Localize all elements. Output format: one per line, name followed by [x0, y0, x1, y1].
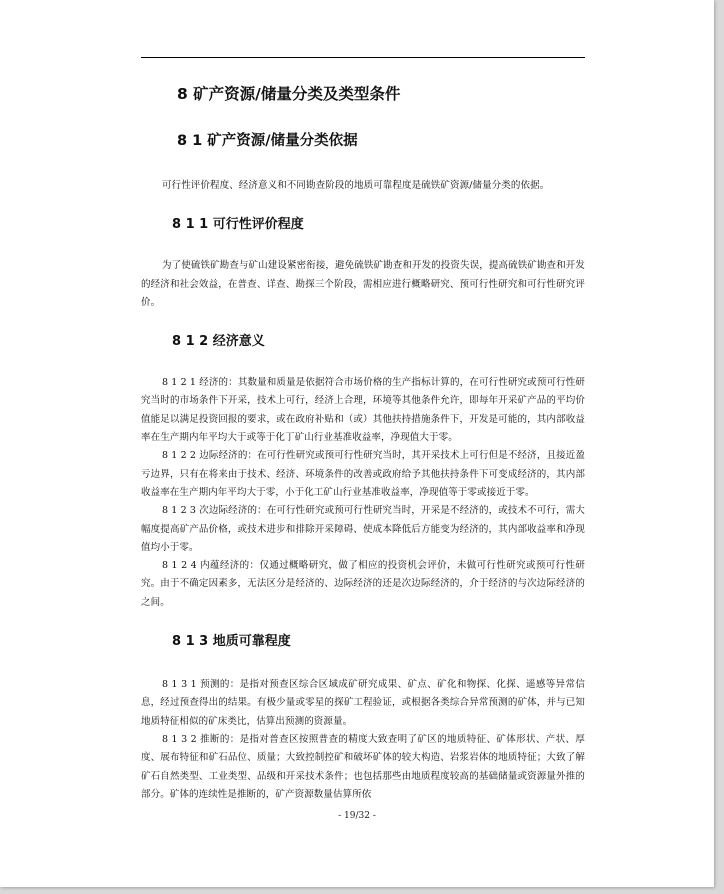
paragraph: 为了使硫铁矿勘查与矿山建设紧密衔接，避免硫铁矿勘查和开发的投资失误，提高硫铁矿勘查和开发的经济和社会效益，在普查、详查、勘探三个阶段，需相应进行概略研究、预可行性研究和可行性研究评价。	[141, 260, 585, 308]
section-title: 8 1 矿产资源/储量分类依据	[177, 133, 358, 149]
paragraph: 8 1 2 4 内蕴经济的：仅通过概略研究，做了相应的投资机会评价，未做可行性研究或预可行性研究。由于不确定因素多，无法区分是经济的、边际经济的还是次边际经济的，介于经济的与次边际经济的之间。	[141, 560, 585, 608]
page-content	[141, 78, 585, 804]
subsection-title-geological: 8 1 3 地质可靠程度	[172, 634, 291, 650]
paragraph: 8 1 3 1 预测的：是指对预查区综合区域成矿研究成果、矿点、矿化和物探、化探、遥感等异常信息，经过预查得出的结果。有极少量或零星的探矿工程验证，或根据各类综合异常预测的矿体，并与已知地质特征相似的矿床类比，估算出预测的资源量。	[141, 679, 585, 727]
paragraph: 8 1 2 2 边际经济的：在可行性研究或预可行性研究当时，其开采技术上可行但是不经济，且接近盈亏边界，只有在将来由于技术、经济、环境条件的改善或政府给予其他扶持条件下可变成经济的，其内部收益率在生产期内年平均大于零，小于化工矿山行业基准收益率，净现值等于零或接近于零。	[141, 450, 585, 498]
subsection-title-economic: 8 1 2 经济意义	[172, 334, 265, 350]
intro-paragraph: 可行性评价程度、经济意义和不同勘查阶段的地质可靠程度是硫铁矿资源/储量分类的依据。	[162, 180, 550, 191]
paragraph: 8 1 2 3 次边际经济的：在可行性研究或预可行性研究当时，开采是不经济的，或技术不可行，需大幅度提高矿产品价格，或技术进步和排除开采障碍、使成本降低后方能变为经济的，其内部收益率和净现值均小于零。	[141, 505, 585, 553]
paragraph: 8 1 2 1 经济的：其数量和质量是依据符合市场价格的生产指标计算的，在可行性研究或预可行性研究当时的市场条件下开采，技术上可行，经济上合理，环境等其他条件允许，即每年开采矿产品的平均价值能足以满足投资回报的要求，或在政府补贴和（或）其他扶持措施条件下，开发是可能的，其内部收益率在生产期内年平均大于或等于化丁矿山行业基准收益率，净现值大于零。	[141, 377, 585, 444]
page-number: - 19/32 -	[338, 811, 376, 821]
chapter-title: 8 矿产资源/储量分类及类型条件	[177, 85, 401, 103]
subsection-title-feasibility: 8 1 1 可行性评价程度	[172, 217, 304, 233]
header-rule	[141, 57, 585, 58]
paragraph: 8 1 3 2 推断的：是指对普查区按照普查的精度大致查明了矿区的地质特征、矿体形状、产状、厚度、展布特征和矿石品位、质量；大致控制控矿和破坏矿体的较大构造、岩浆岩体的地质特征；大致了解矿石自然类型、工业类型、品级和开采技术条件；也包括那些由地质程度较高的基础储量或资源量外推的部分。矿体的连续性是推断的，矿产资源数量估算所依	[141, 733, 585, 800]
